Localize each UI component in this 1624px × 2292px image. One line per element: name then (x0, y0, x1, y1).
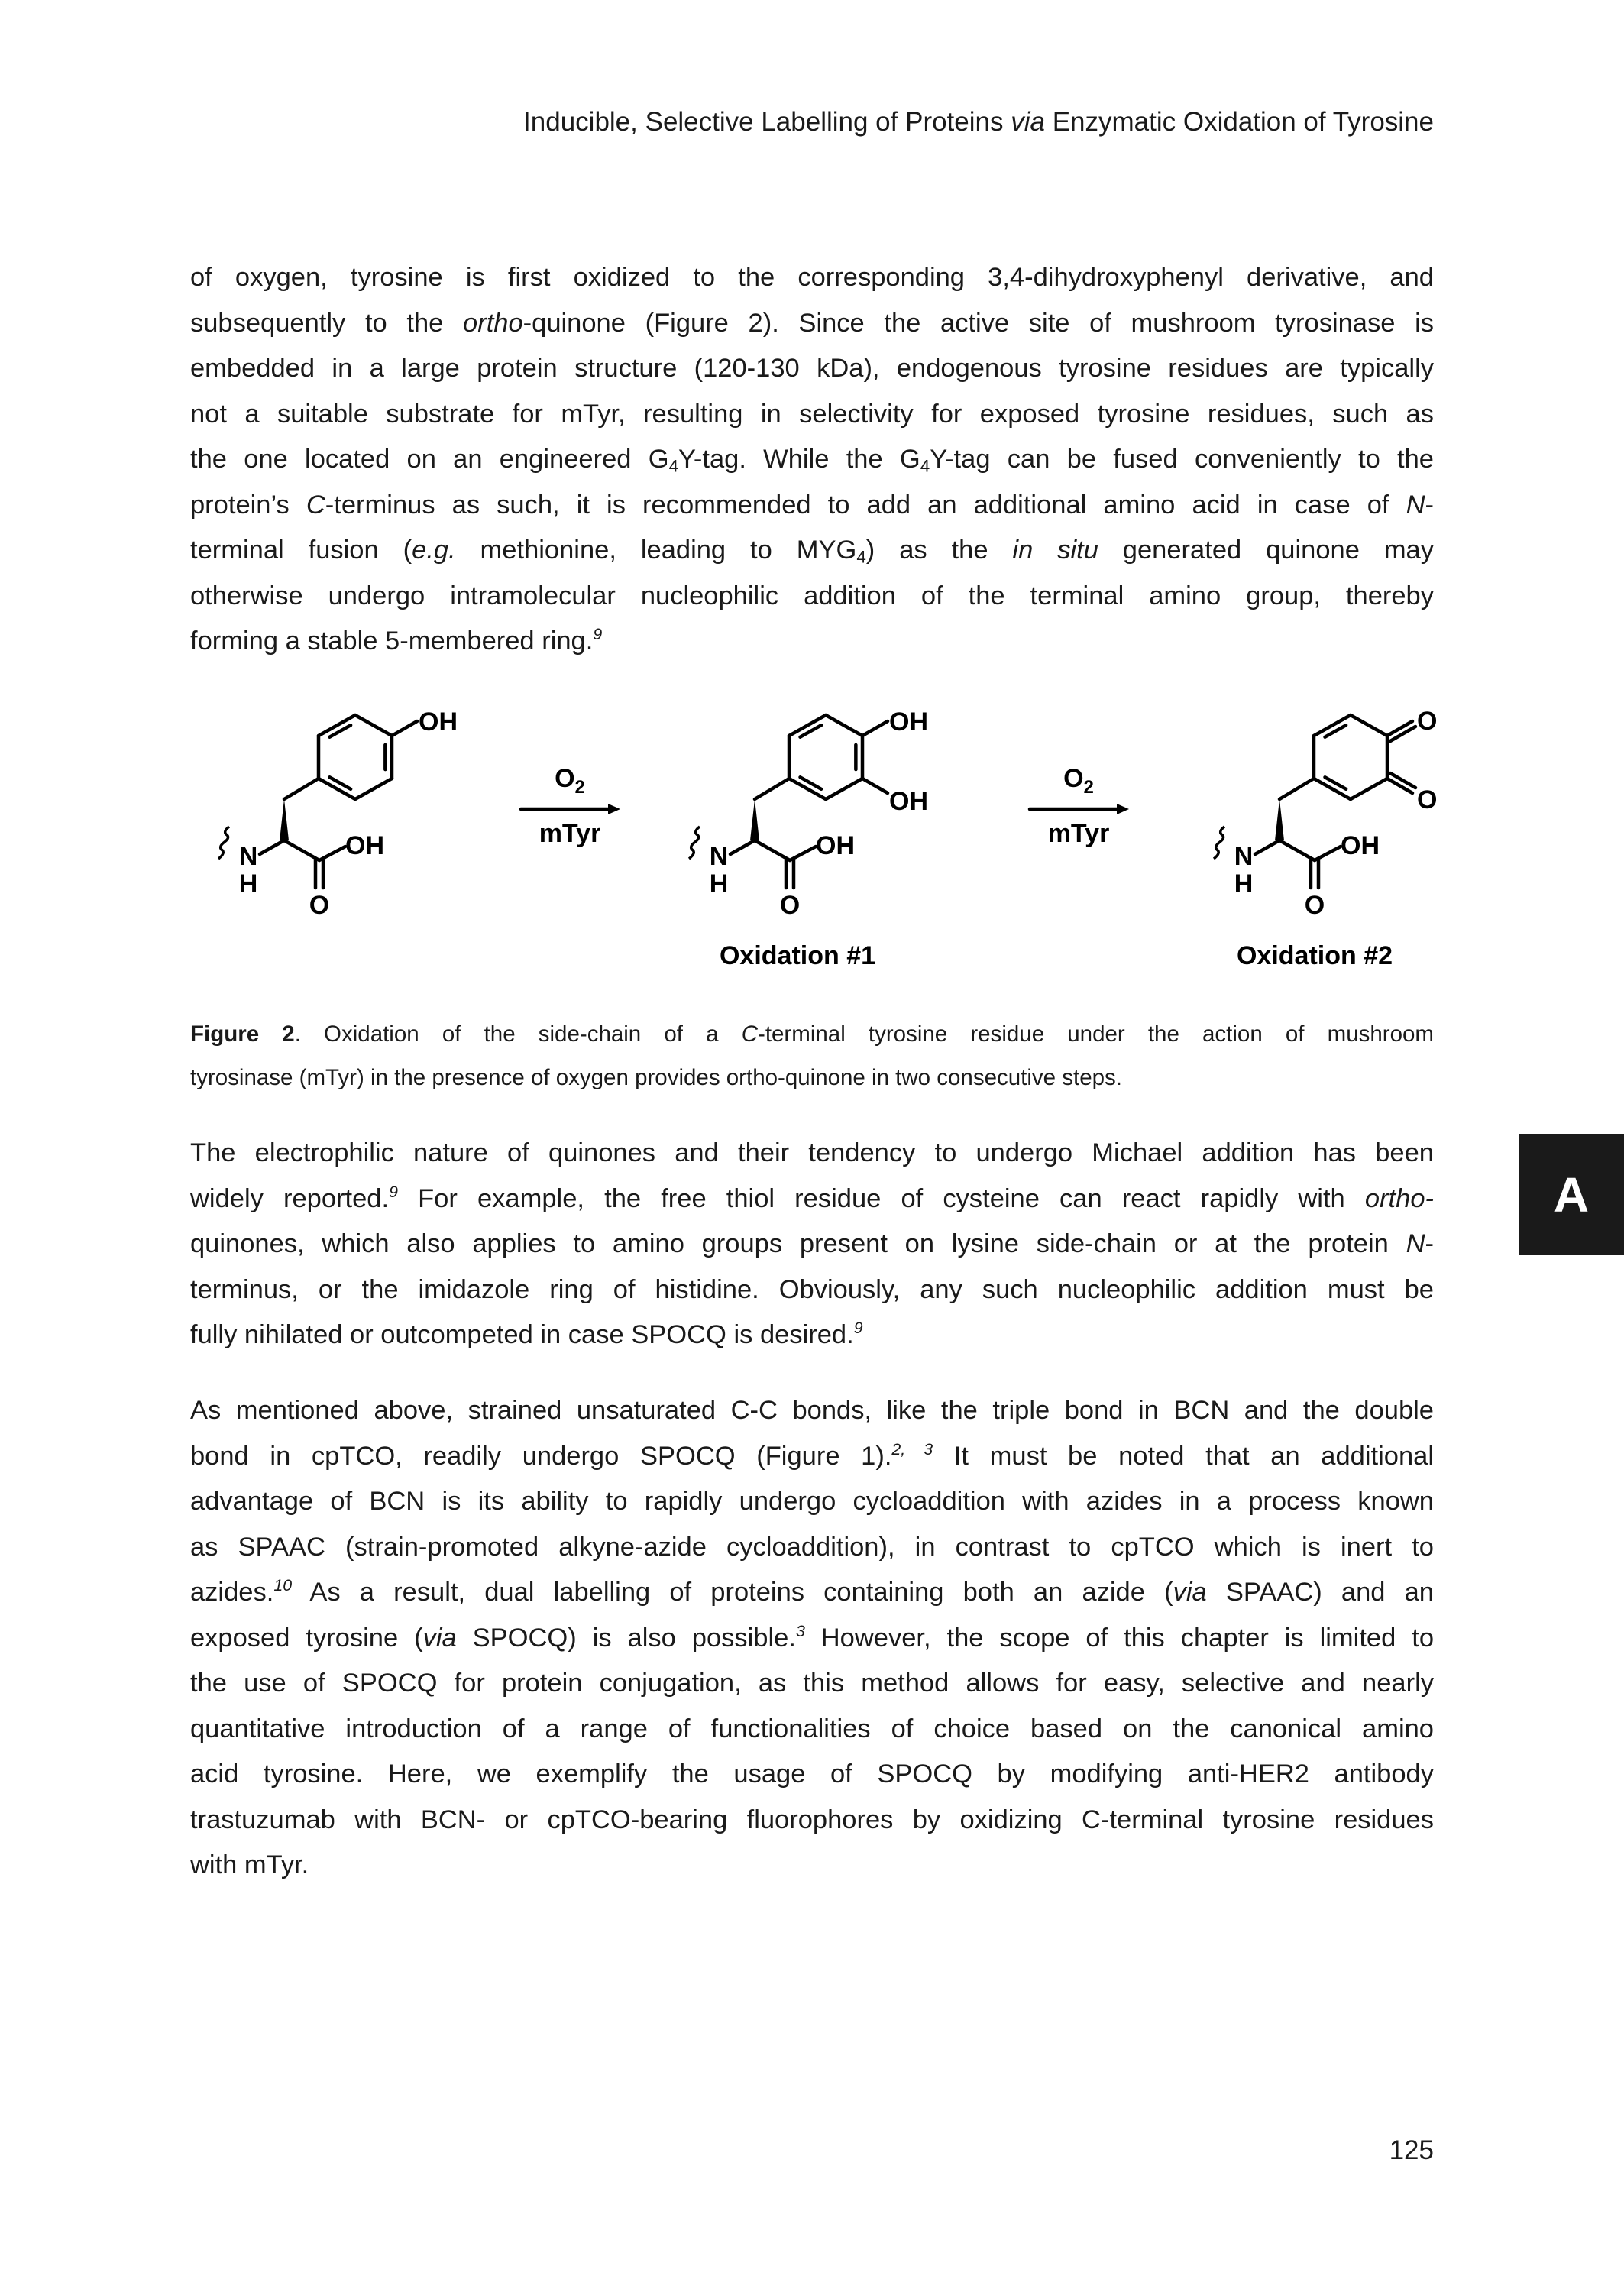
text-line (190, 1267, 1434, 1313)
text-line (190, 1177, 1434, 1222)
label-oxidation-2: Oxidation #2 (1236, 941, 1393, 970)
text-run: 4 (856, 547, 866, 567)
text-run: ortho (463, 308, 523, 338)
text-run: fully nihilated or outcompeted in case SPOCQ is desired. (190, 1320, 854, 1349)
text-run: azides. (190, 1578, 274, 1607)
text-run: As a result, dual labelling of proteins containing both an azide ( (292, 1578, 1173, 1607)
text-line (190, 1313, 1434, 1358)
figure-2-oxidation-scheme (0, 0, 1624, 993)
reagent-o: O (555, 764, 575, 793)
text-run: terminus, or the imidazole ring of histidine. Obviously, any such nucleophilic addition must be (190, 1274, 1434, 1304)
text-run: with mTyr. (190, 1850, 309, 1879)
text-run: acid tyrosine. Here, we exemplify the usage of SPOCQ by modifying anti-HER2 antibody (190, 1759, 1434, 1789)
n-bond (1255, 840, 1279, 854)
text-run: -terminus as such, it is recommended to add an additional amino acid in case of (325, 490, 1406, 520)
ring-bond (1351, 779, 1387, 799)
text-run: quinones, which also applies to amino groups present on lysine side-chain or at the protein (190, 1229, 1406, 1258)
bond (862, 779, 888, 793)
carboxyl-oh-bond (319, 847, 345, 860)
hydrogen-label: H (1234, 869, 1254, 898)
text-run: For example, the free thiol residue of cysteine can react rapidly with (397, 1183, 1365, 1213)
hydrogen-label: H (238, 869, 258, 898)
text-line (190, 1843, 1434, 1889)
wedge-bond (1275, 799, 1284, 840)
text-run: 9 (389, 1182, 398, 1201)
text-line (190, 1707, 1434, 1753)
reagent-enzyme: mTyr (1047, 819, 1110, 848)
carbonyl-o-label: O (1417, 707, 1438, 736)
wavy-bond-icon (689, 827, 700, 859)
carboxyl-bond (284, 840, 319, 860)
nitrogen-label: N (709, 842, 729, 871)
text-run: The electrophilic nature of quinones and their tendency to undergo Michael addition has been (190, 1138, 1434, 1167)
text-run: in situ (1012, 536, 1098, 565)
text-run: ) as the (865, 536, 1013, 565)
text-run: via (1173, 1578, 1207, 1607)
text-run: via (1011, 107, 1045, 137)
carbonyl-double-bond (1390, 727, 1415, 741)
text-line (190, 1616, 1434, 1662)
text-run: SPAAC) and an (1206, 1578, 1434, 1607)
text-run: trastuzumab with BCN- or cpTCO-bearing fluorophores by oxidizing C-terminal tyrosine residues (190, 1805, 1434, 1834)
text-run: Figure 2 (190, 1021, 295, 1047)
text-run: subsequently to the (190, 308, 464, 338)
bond (392, 721, 417, 736)
text-run: N (1406, 1229, 1425, 1258)
ch2-bond (284, 779, 319, 799)
text-line (190, 1012, 1434, 1056)
text-run: of oxygen, tyrosine is first oxidized to the corresponding 3,4-dihydroxyphenyl derivative, and (190, 263, 1434, 292)
carboxyl-bond (755, 840, 790, 860)
carbonyl-double-bond (1390, 773, 1415, 788)
n-bond (730, 840, 755, 854)
text-line (190, 1798, 1434, 1844)
text-run: 3 (795, 1621, 805, 1640)
text-run: -quinone (Figure 2). Since the active site of mushroom tyrosinase is (522, 308, 1434, 338)
carboxyl-bond (1279, 840, 1315, 860)
ring-bond (826, 715, 862, 736)
text-run: However, the scope of this chapter is limited to (804, 1623, 1435, 1653)
text-run: - (1425, 490, 1434, 520)
page-number: 125 (1389, 2135, 1434, 2165)
paragraph-2 (190, 1131, 1434, 1358)
text-run: 9 (593, 625, 603, 644)
hydrogen-label: H (709, 869, 729, 898)
text-run: terminal fusion ( (190, 536, 412, 565)
text-line (190, 1222, 1434, 1267)
text-run: bond in cpTCO, readily undergo SPOCQ (Figure 1). (190, 1441, 892, 1471)
reagent-subscript: 2 (574, 777, 585, 798)
bond (1387, 779, 1412, 793)
ring-bond (1351, 715, 1387, 736)
carboxyl-o-label: O (309, 891, 330, 920)
text-run: 4 (668, 456, 679, 476)
carboxyl-oh-label: OH (816, 831, 855, 860)
text-line (190, 1388, 1434, 1434)
carboxyl-oh-label: OH (345, 831, 384, 860)
text-run: the use of SPOCQ for protein conjugation, as this method allows for easy, selective and nearly (190, 1669, 1434, 1698)
text-run: C (306, 490, 325, 520)
hydroxyl-label: OH (889, 707, 928, 736)
figure-caption (190, 1012, 1434, 1099)
reagent-oxygen (555, 764, 585, 798)
text-run: As mentioned above, strained unsaturated C-C bonds, like the triple bond in BCN and the double (190, 1396, 1434, 1425)
text-run: advantage of BCN is its ability to rapidly undergo cycloaddition with azides in a process known (190, 1487, 1434, 1516)
text-run: 10 (273, 1576, 293, 1595)
reaction-arrow-2 (1030, 764, 1129, 848)
ring-bond (355, 715, 392, 736)
text-run: protein’s (190, 490, 306, 520)
ring-bond (826, 779, 862, 799)
text-run: . Oxidation of the side-chain of a (294, 1021, 742, 1047)
text-run: via (422, 1623, 457, 1653)
wavy-bond-icon (218, 827, 229, 859)
bond (1387, 721, 1412, 736)
hydroxyl-label: OH (419, 707, 458, 736)
text-line (190, 1131, 1434, 1177)
molecule-catechol (689, 707, 928, 920)
text-run: not a suitable substrate for mTyr, resulting in selectivity for exposed tyrosine residues, such as (190, 399, 1434, 429)
text-run: methionine, leading to MYG (455, 536, 857, 565)
carboxyl-o-label: O (1304, 891, 1325, 920)
text-run: Y-tag. While the G (678, 445, 920, 474)
text-run: Inducible, Selective Labelling of Proteins (523, 107, 1011, 137)
wavy-bond-icon (1214, 827, 1224, 859)
text-run: ortho- (1364, 1183, 1434, 1213)
text-run: 9 (853, 1319, 863, 1338)
carbonyl-o-label: O (1417, 785, 1438, 814)
text-run: e.g. (412, 536, 456, 565)
chapter-tab-a: A (1519, 1134, 1624, 1255)
reagent-oxygen (1063, 764, 1094, 798)
ch2-bond (755, 779, 789, 799)
reagent-subscript: 2 (1083, 777, 1094, 798)
reaction-arrow-1 (521, 764, 620, 848)
text-run: as SPAAC (strain-promoted alkyne-azide cycloaddition), in contrast to cpTCO which is inert to (190, 1532, 1434, 1562)
carboxyl-oh-label: OH (1341, 831, 1380, 860)
wedge-bond (280, 799, 289, 840)
text-run: the one located on an engineered G (190, 445, 669, 474)
text-run: tyrosinase (mTyr) in the presence of oxygen provides ortho-quinone in two consecutive steps. (190, 1065, 1122, 1090)
text-run: - (1425, 1229, 1434, 1258)
text-line (190, 1570, 1434, 1616)
carboxyl-oh-bond (790, 847, 816, 860)
arrow-head-icon (1117, 804, 1129, 814)
text-run: 4 (920, 456, 930, 476)
nitrogen-label: N (238, 842, 258, 871)
label-oxidation-1: Oxidation #1 (719, 941, 876, 970)
paragraph-3 (190, 1388, 1434, 1889)
molecule-quinone (1214, 707, 1437, 920)
text-run: SPOCQ) is also possible. (456, 1623, 796, 1653)
text-line (190, 1056, 1434, 1099)
text-line (190, 1434, 1434, 1480)
text-run: widely reported. (190, 1183, 390, 1213)
text-line (190, 1525, 1434, 1571)
arrow-head-icon (608, 804, 620, 814)
text-run: Y-tag can be fused conveniently to the (930, 445, 1434, 474)
text-run: otherwise undergo intramolecular nucleophilic addition of the terminal amino group, thereby (190, 581, 1434, 610)
text-run: C (741, 1021, 758, 1047)
hydroxyl-label: OH (889, 787, 928, 816)
text-line (190, 1479, 1434, 1525)
text-run: 2, 3 (891, 1439, 933, 1458)
wedge-bond (750, 799, 759, 840)
text-run: -terminal tyrosine residue under the action of mushroom (758, 1021, 1434, 1047)
text-run: Enzymatic Oxidation of Tyrosine (1044, 107, 1434, 137)
text-run: It must be noted that an additional (933, 1441, 1435, 1471)
text-run: N (1406, 490, 1425, 520)
molecule-tyrosine (218, 707, 458, 920)
n-bond (260, 840, 284, 854)
reagent-o: O (1063, 764, 1084, 793)
nitrogen-label: N (1234, 842, 1254, 871)
text-run: forming a stable 5-membered ring. (190, 626, 594, 656)
carboxyl-oh-bond (1315, 847, 1341, 860)
text-run: generated quinone may (1098, 536, 1434, 565)
text-line (190, 1661, 1434, 1707)
text-line (190, 1752, 1434, 1798)
carboxyl-o-label: O (779, 891, 801, 920)
bond (862, 721, 888, 736)
reagent-enzyme: mTyr (539, 819, 601, 848)
ring-bond (355, 779, 392, 799)
text-run: embedded in a large protein structure (120-130 kDa), endogenous tyrosine residues are typically (190, 354, 1434, 383)
ch2-bond (1279, 779, 1314, 799)
text-run: exposed tyrosine ( (190, 1623, 423, 1653)
text-run: quantitative introduction of a range of functionalities of choice based on the canonical amino (190, 1714, 1434, 1743)
